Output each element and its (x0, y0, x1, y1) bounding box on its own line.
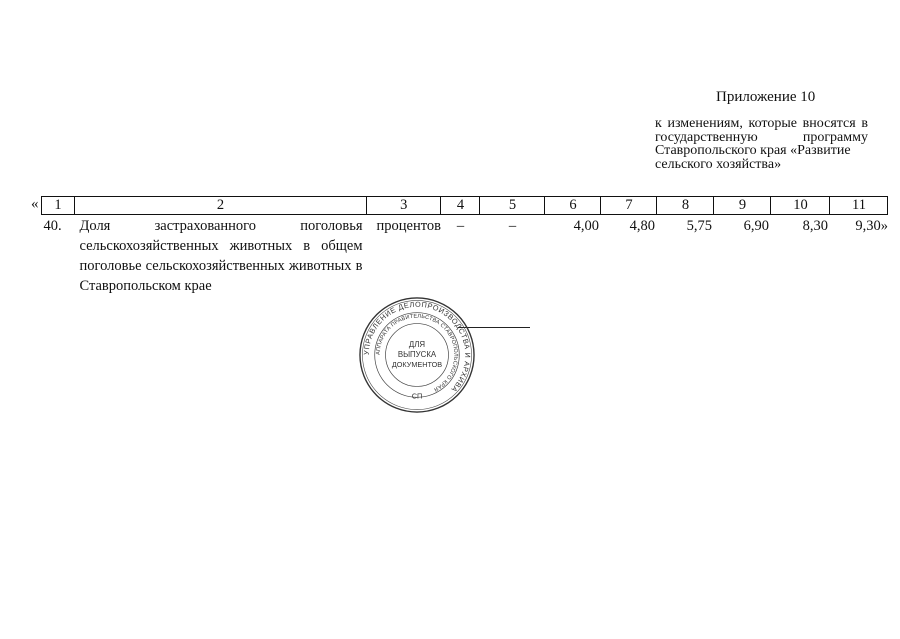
header-cell-3: 3 (367, 197, 441, 215)
indicator-table (41, 196, 888, 296)
appendix-subtitle (655, 117, 868, 171)
appendix-subtitle-line-4: сельского хозяйства» (655, 156, 782, 172)
appendix-subtitle-line-1: к изменениям, которые вносятся (655, 116, 856, 131)
value-col-6: 4,00 (573, 218, 599, 234)
value-col-10: 8,30 (802, 218, 828, 234)
value-col-7: 4,80 (629, 218, 655, 234)
stamp-bottom-mark: СП (411, 391, 423, 401)
table-header-row (42, 197, 888, 215)
appendix-subtitle-line-3: Ставропольского края «Развитие (655, 143, 851, 158)
header-cell-10: 10 (771, 197, 830, 215)
official-stamp-seal (358, 296, 476, 414)
unit-cell: процентов (376, 218, 441, 234)
header-cell-2: 2 (75, 197, 367, 215)
stamp-center-line-1: ДЛЯ (408, 340, 426, 350)
header-cell-1: 1 (42, 197, 75, 215)
header-cell-9: 9 (714, 197, 771, 215)
stamp-center-line-3: ДОКУМЕНТОВ (391, 359, 443, 369)
appendix-subtitle-line-2: в государственную программу (655, 116, 868, 145)
stamp-outer-text: УПРАВЛЕНИЕ ДЕЛОПРОИЗВОДСТВА И АРХИВА (361, 299, 473, 395)
table-row (42, 215, 888, 297)
header-cell-7: 7 (601, 197, 657, 215)
header-cell-4: 4 (441, 197, 480, 215)
stamp-center-line-2: ВЫПУСКА (397, 349, 437, 359)
value-col-5: – (508, 218, 517, 234)
header-cell-6: 6 (545, 197, 601, 215)
value-col-8: 5,75 (686, 218, 712, 234)
header-cell-11: 11 (830, 197, 888, 215)
header-cell-5: 5 (480, 197, 545, 215)
value-col-4: – (456, 218, 465, 234)
opening-quote: « (31, 196, 39, 212)
indicator-name: Доля застрахованного поголовья сельскохозяйственных животных в общем поголовье сельскохозяйственных животных в Ставропольском крае (79, 218, 363, 294)
value-col-11: 9,30» (855, 218, 888, 234)
row-number: 40. (43, 218, 62, 234)
appendix-title: Приложение 10 (716, 89, 816, 105)
value-col-9: 6,90 (743, 218, 769, 234)
stamp-inner-text: АППАРАТА ПРАВИТЕЛЬСТВА СТАВРОПОЛЬСКОГО КРАЯ (375, 313, 459, 393)
header-cell-8: 8 (657, 197, 714, 215)
